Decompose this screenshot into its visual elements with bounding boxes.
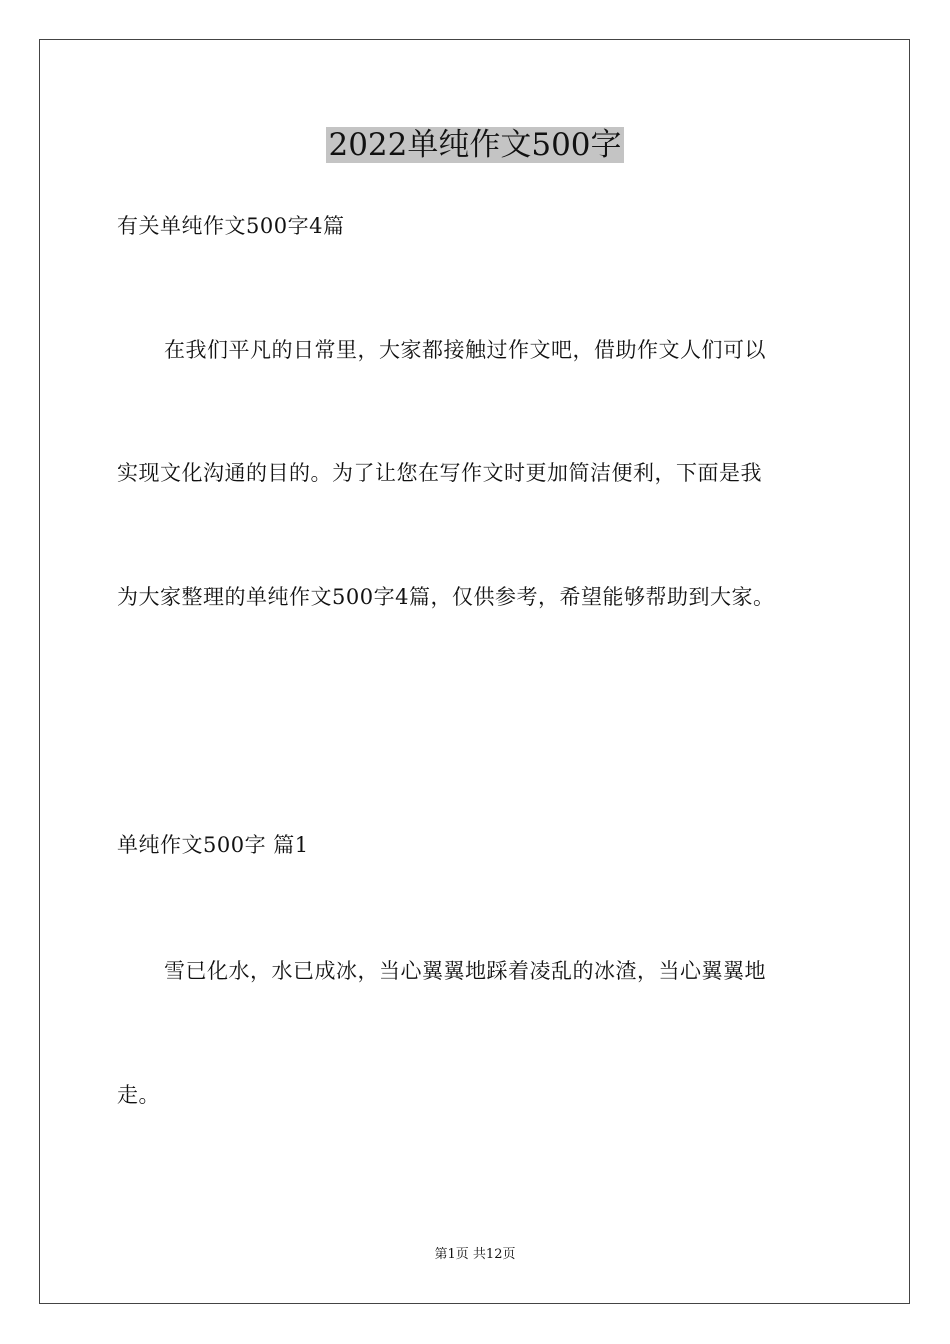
intro-line-1: 在我们平凡的日常里，大家都接触过作文吧，借助作文人们可以 <box>164 338 766 362</box>
document-title-text: 2022单纯作文500字 <box>328 127 622 163</box>
section-heading: 单纯作文500字 篇1 <box>117 833 309 857</box>
intro-line-3: 为大家整理的单纯作文500字4篇，仅供参考，希望能够帮助到大家。 <box>117 585 775 609</box>
section-line-1: 雪已化水，水已成冰，当心翼翼地踩着凌乱的冰渣，当心翼翼地 <box>164 959 766 983</box>
page-number: 第1页 共12页 <box>434 1247 516 1262</box>
intro-line-2: 实现文化沟通的目的。为了让您在写作文时更加简洁便利，下面是我 <box>117 461 762 485</box>
section-line-2: 走。 <box>117 1083 160 1107</box>
document-title <box>0 122 950 168</box>
document-subtitle: 有关单纯作文500字4篇 <box>117 214 345 238</box>
